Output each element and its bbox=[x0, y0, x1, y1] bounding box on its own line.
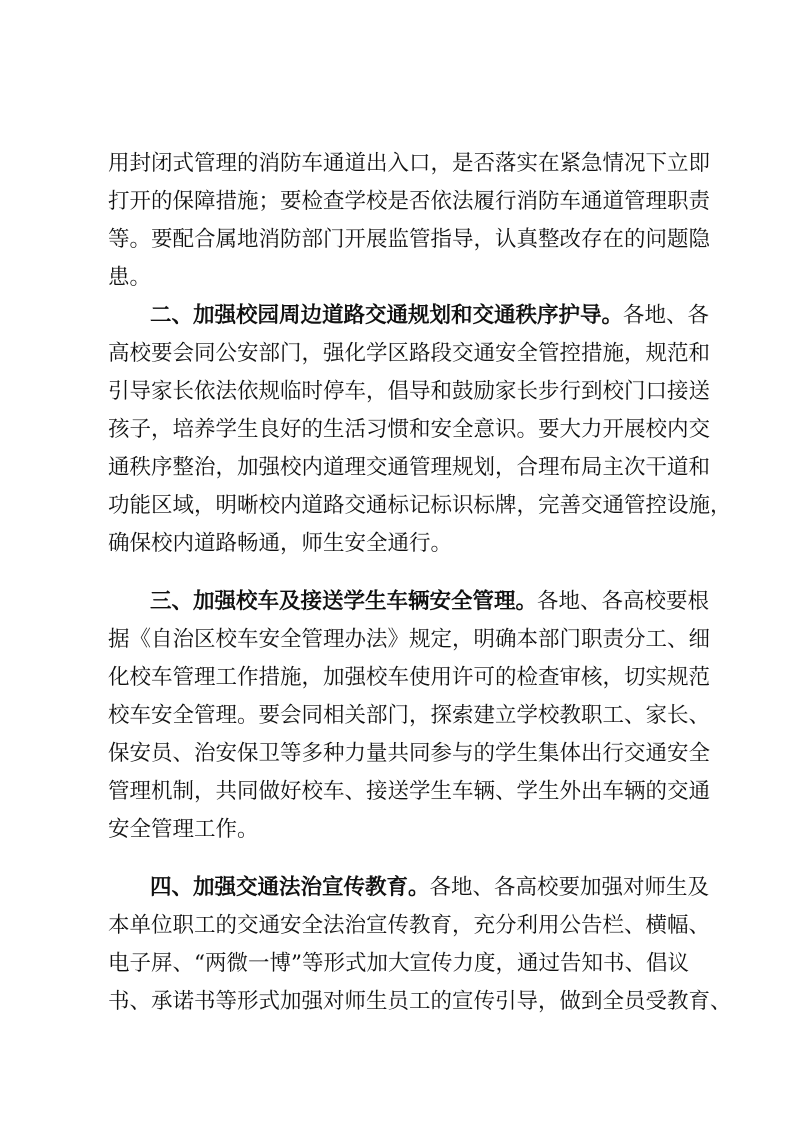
text-line: 化校车管理工作措施，加强校车使用许可的检查审核，切实规范 bbox=[108, 665, 711, 690]
text-line: 据《自治区校车安全管理办法》规定，明确本部门职责分工、细 bbox=[108, 627, 711, 652]
text-run: 各地、各 bbox=[623, 303, 710, 328]
text-line: 通秩序整治，加强校内道理交通管理规划，合理布局主次干道和 bbox=[108, 455, 711, 480]
text-line: 引导家长依法依规临时停车，倡导和鼓励家长步行到校门口接送 bbox=[108, 379, 711, 404]
section-heading-2: 二、加强校园周边道路交通规划和交通秩序护导。 bbox=[150, 303, 624, 328]
text-line: 孩子，培养学生良好的生活习惯和安全意识。要大力开展校内交 bbox=[108, 417, 711, 442]
text-line: 等。要配合属地消防部门开展监管指导，认真整改存在的问题隐 bbox=[108, 227, 711, 252]
text-line: 患。 bbox=[108, 265, 152, 290]
section-heading-line bbox=[150, 299, 710, 333]
section-heading-line bbox=[150, 585, 710, 619]
text-line: 用封闭式管理的消防车通道出入口，是否落实在紧急情况下立即 bbox=[108, 151, 711, 176]
section-heading-4: 四、加强交通法治宣传教育。 bbox=[150, 875, 430, 900]
section-heading-line bbox=[150, 871, 710, 905]
text-line: 校车安全管理。要会同相关部门，探索建立学校教职工、家长、 bbox=[108, 703, 711, 728]
text-line: 功能区域，明晰校内道路交通标记标识标牌，完善交通管控设施， bbox=[108, 493, 732, 518]
text-line: 管理机制，共同做好校车、接送学生车辆、学生外出车辆的交通 bbox=[108, 779, 711, 804]
text-run: 各地、各高校要加强对师生及 bbox=[429, 875, 710, 900]
text-line: 确保校内道路畅通，师生安全通行。 bbox=[108, 531, 453, 556]
text-run: 各地、各高校要根 bbox=[537, 589, 710, 614]
text-line: 书、承诺书等形式加强对师生员工的宣传引导，做到全员受教育、 bbox=[108, 989, 732, 1014]
section-heading-3: 三、加强校车及接送学生车辆安全管理。 bbox=[150, 589, 538, 614]
text-line: 打开的保障措施；要检查学校是否依法履行消防车通道管理职责 bbox=[108, 189, 711, 214]
text-line: 电子屏、“两微一博”等形式加大宣传力度，通过告知书、倡议 bbox=[108, 951, 689, 976]
text-line: 本单位职工的交通安全法治宣传教育，充分利用公告栏、横幅、 bbox=[108, 913, 711, 938]
text-line: 安全管理工作。 bbox=[108, 817, 259, 842]
text-line: 高校要会同公安部门，强化学区路段交通安全管控措施，规范和 bbox=[108, 341, 711, 366]
text-line: 保安员、治安保卫等多种力量共同参与的学生集体出行交通安全 bbox=[108, 741, 711, 766]
